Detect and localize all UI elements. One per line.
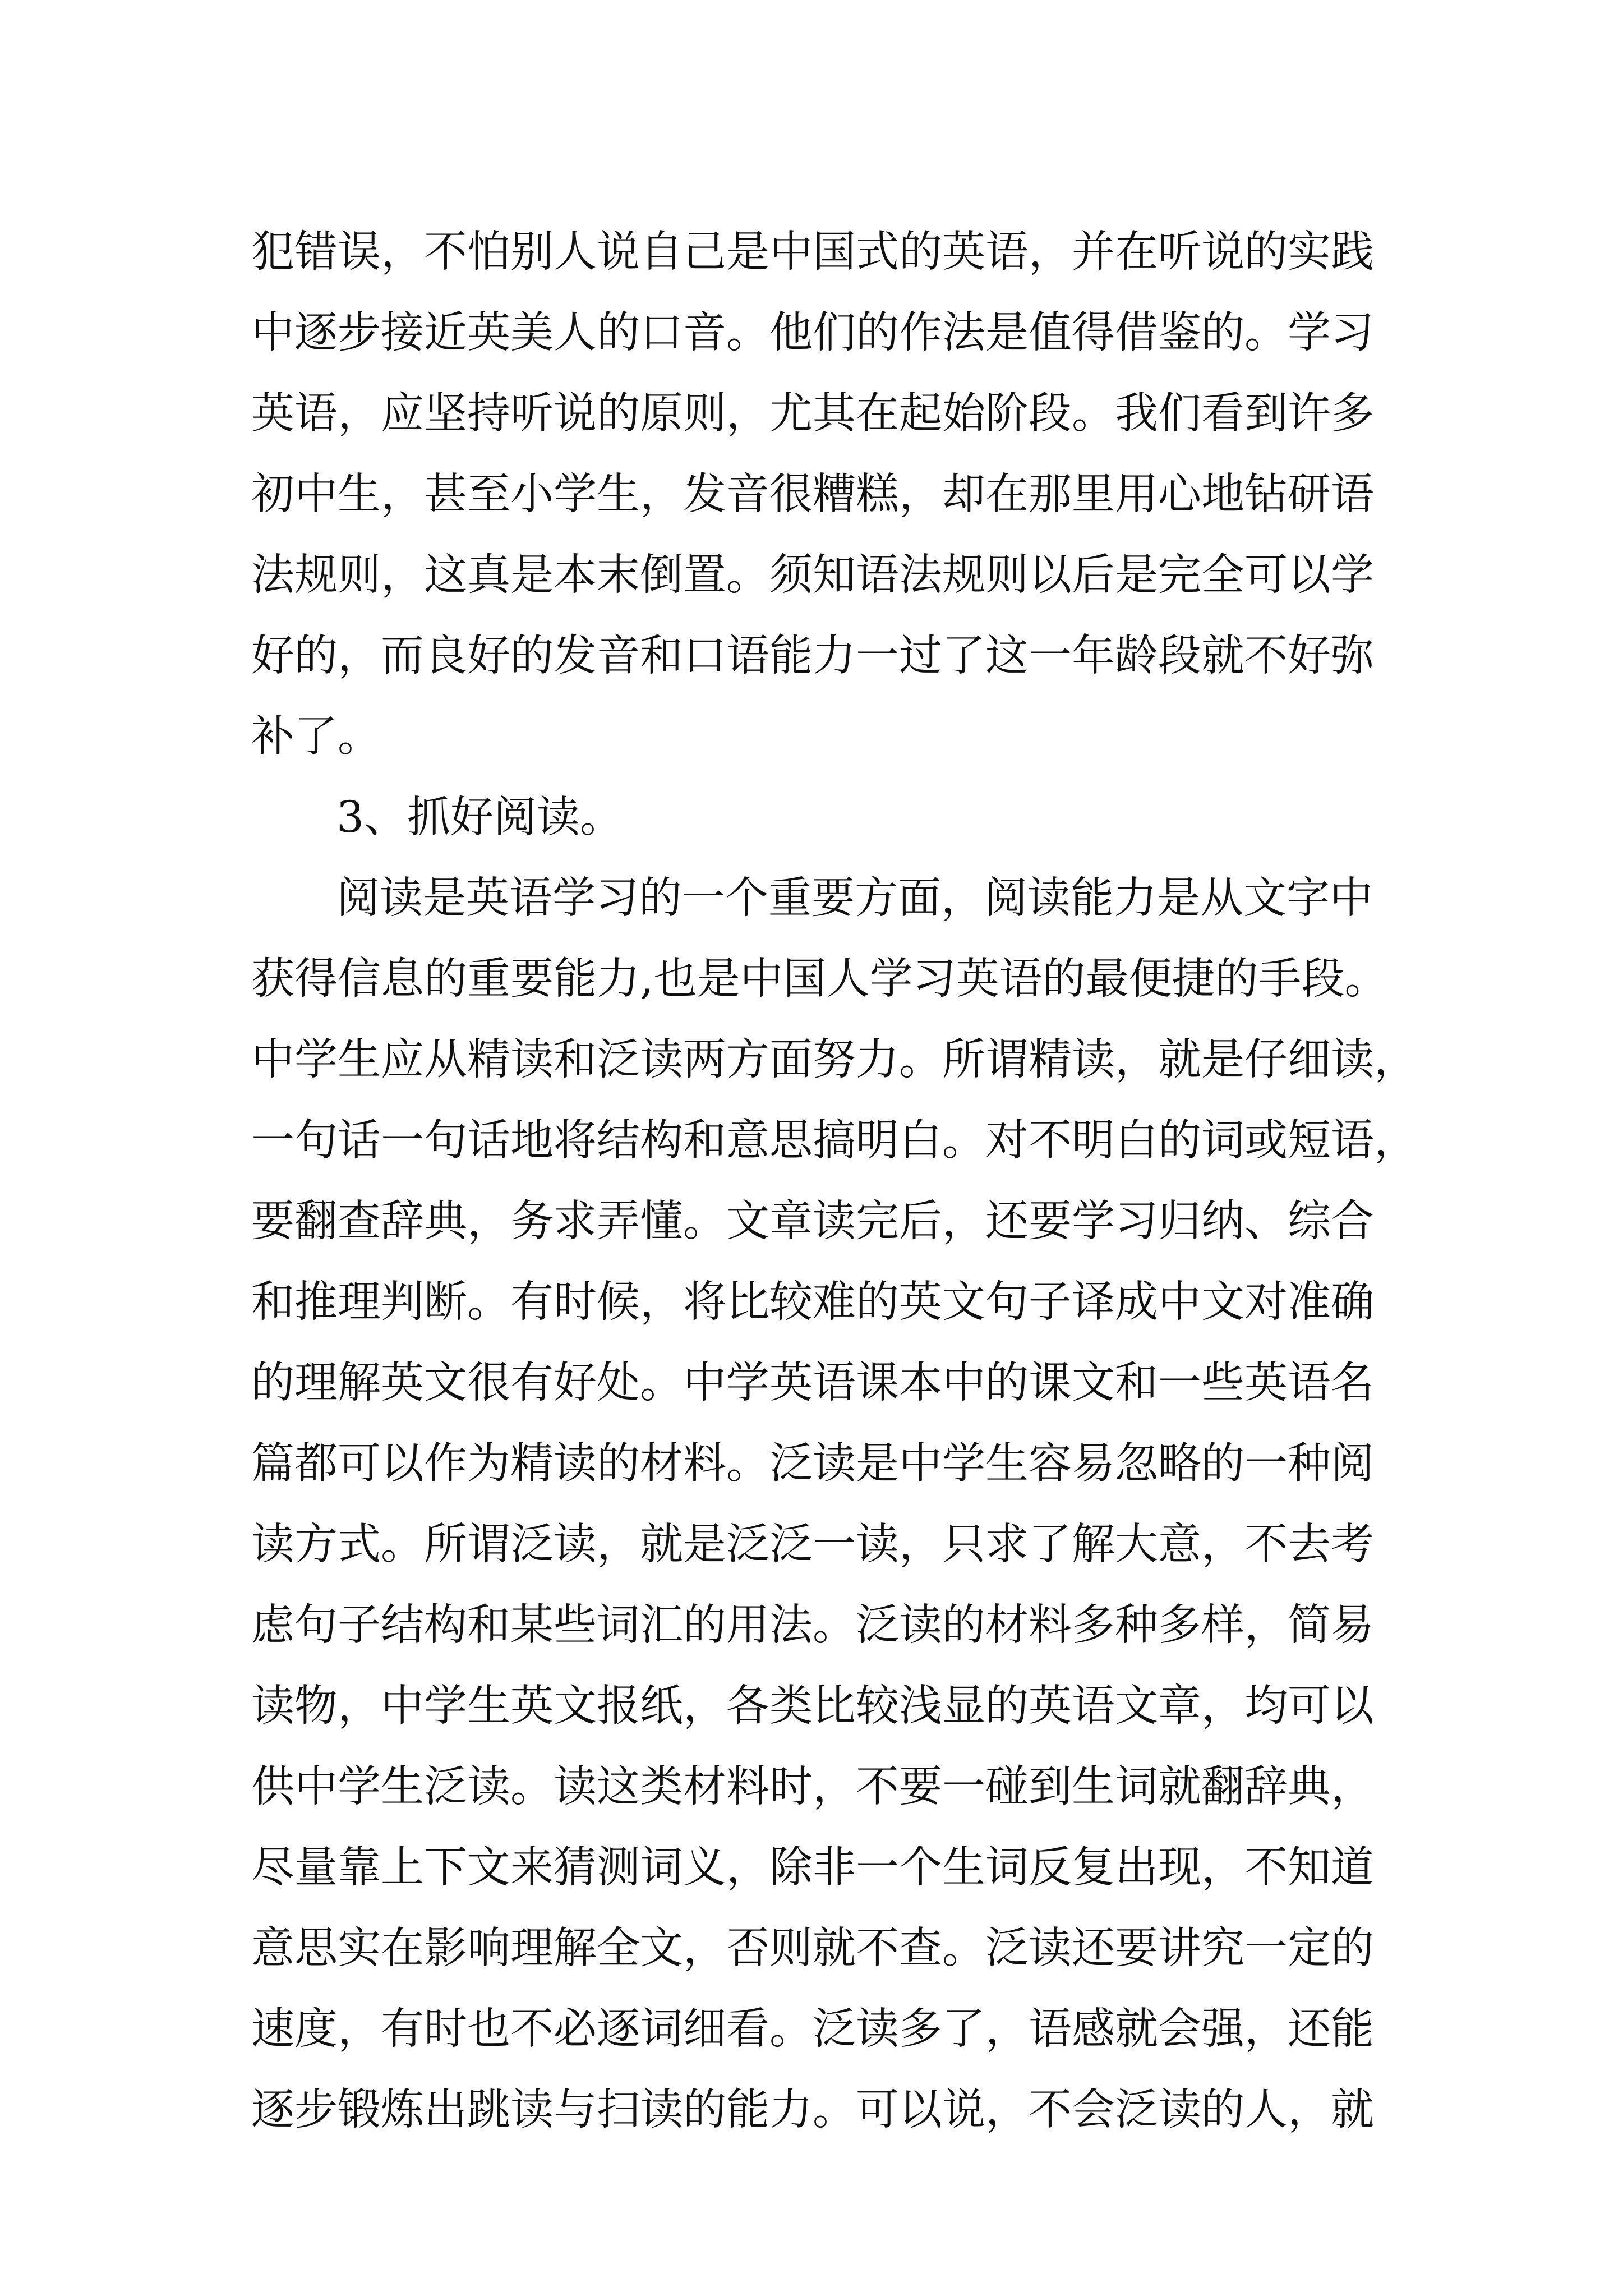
- text-line: 英语，应坚持听说的原则，尤其在起始阶段。我们看到许多: [251, 389, 1374, 439]
- paragraph-first-line: 阅读是英语学习的一个重要方面，阅读能力是从文字中: [336, 873, 1373, 923]
- text-line: 虑句子结构和某些词汇的用法。泛读的材料多种多样，简易: [251, 1600, 1374, 1650]
- text-line: 的理解英文很有好处。中学英语课本中的课文和一些英语名: [251, 1358, 1374, 1408]
- text-line: 篇都可以作为精读的材料。泛读是中学生容易忽略的一种阅: [251, 1439, 1374, 1489]
- text-line: 要翻查辞典，务求弄懂。文章读完后，还要学习归纳、综合: [251, 1197, 1374, 1246]
- text-line: 补了。: [251, 712, 381, 762]
- text-line: 速度，有时也不必逐词细看。泛读多了，语感就会强，还能: [251, 2004, 1374, 2054]
- text-line: 初中生，甚至小学生，发音很糟糕，却在那里用心地钻研语: [251, 470, 1374, 519]
- text-line: 读物，中学生英文报纸，各类比较浅显的英语文章，均可以: [251, 1681, 1374, 1731]
- text-line: 读方式。所谓泛读，就是泛泛一读，只求了解大意，不去考: [251, 1520, 1374, 1570]
- text-line: 好的，而良好的发音和口语能力一过了这一年龄段就不好弥: [251, 631, 1374, 681]
- text-line: 中逐步接近英美人的口音。他们的作法是值得借鉴的。学习: [251, 308, 1374, 358]
- text-line: 中学生应从精读和泛读两方面努力。所谓精读，就是仔细读，: [251, 1035, 1417, 1085]
- section-heading: 3、抓好阅读。: [336, 793, 623, 843]
- text-line: 供中学生泛读。读这类材料时，不要一碰到生词就翻辞典，: [251, 1762, 1374, 1812]
- text-line: 一句话一句话地将结构和意思搞明白。对不明白的词或短语，: [251, 1116, 1417, 1166]
- body-text: [251, 212, 1417, 2151]
- text-line: 法规则，这真是本末倒置。须知语法规则以后是完全可以学: [251, 550, 1374, 600]
- text-line: 意思实在影响理解全文，否则就不查。泛读还要讲究一定的: [251, 1924, 1374, 1973]
- text-line: 逐步锻炼出跳读与扫读的能力。可以说，不会泛读的人，就: [251, 2085, 1374, 2135]
- text-line: 犯错误，不怕别人说自己是中国式的英语，并在听说的实践: [251, 227, 1374, 277]
- text-line: 获得信息的重要能力,也是中国人学习英语的最便捷的手段。: [251, 954, 1388, 1004]
- text-line: 尽量靠上下文来猜测词义，除非一个生词反复出现，不知道: [251, 1843, 1374, 1893]
- text-line: 和推理判断。有时候，将比较难的英文句子译成中文对准确: [251, 1277, 1374, 1327]
